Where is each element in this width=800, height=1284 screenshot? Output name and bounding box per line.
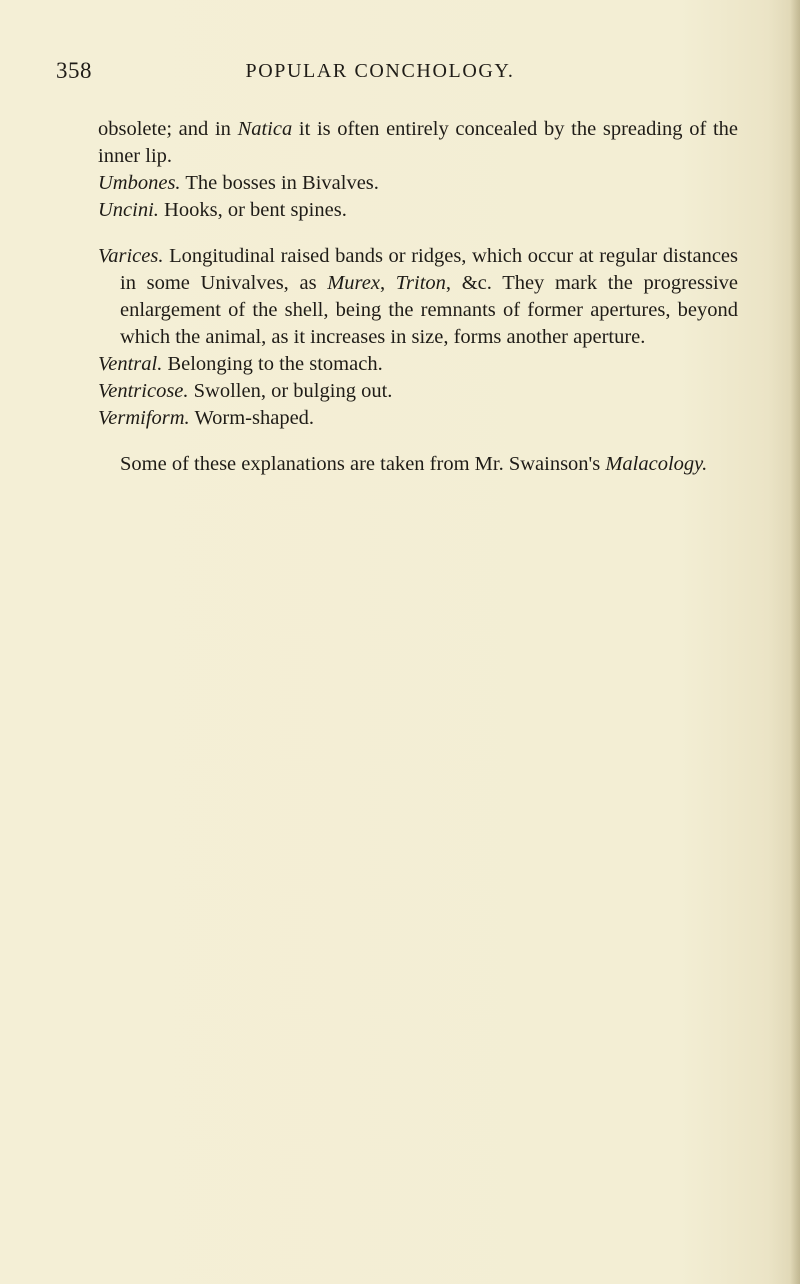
genus-triton: Triton bbox=[395, 272, 446, 294]
entry-term: Ventricose. bbox=[98, 380, 189, 402]
book-title-malacology: Malacology. bbox=[605, 453, 708, 475]
entry-ventral bbox=[98, 351, 738, 378]
genus-murex: Murex bbox=[327, 272, 380, 294]
page-edge-shadow bbox=[790, 0, 800, 1284]
glossary-text bbox=[98, 116, 738, 478]
entry-varices: Varices. Longitudinal raised bands or ridges, which occur at regular distances in some Univalves, as Murex, Triton, &c. They mark the progressive enlargement of the shell, being the remnants of former apertures, beyond which the animal, as it increases in size, forms another aperture. bbox=[98, 245, 738, 348]
page-number: 358 bbox=[56, 58, 92, 83]
entry-term: Varices. bbox=[98, 245, 164, 267]
running-head bbox=[56, 58, 704, 92]
genus-natica: Natica bbox=[237, 118, 293, 140]
running-title: POPULAR CONCHOLOGY. bbox=[245, 60, 515, 82]
entry-term: Uncini. bbox=[98, 199, 159, 221]
entry-ventricose bbox=[98, 378, 738, 405]
continuation-paragraph: obsolete; and in Natica it is often entirely concealed by the spreading of the inner lip. bbox=[98, 118, 738, 167]
paragraph-gap bbox=[98, 224, 738, 243]
entry-definition: Hooks, or bent spines. bbox=[158, 199, 347, 221]
entry-definition: Worm-shaped. bbox=[189, 407, 315, 429]
entry-definition: Belonging to the stomach. bbox=[162, 353, 383, 375]
entry-vermiform bbox=[98, 405, 738, 432]
entry-definition: Swollen, or bulging out. bbox=[188, 380, 393, 402]
entry-term: Vermiform. bbox=[98, 407, 190, 429]
entry-term: Umbones. bbox=[98, 172, 181, 194]
entry-term: Ventral. bbox=[98, 353, 163, 375]
entry-umbones bbox=[98, 170, 738, 197]
paragraph-gap bbox=[98, 432, 738, 451]
entry-definition: Longitudinal raised bands or ridges, which occur at regular distances in some Univalves, as bbox=[120, 245, 738, 294]
closing-paragraph: Some of these explanations are taken from Mr. Swainson's Malacology. bbox=[120, 453, 708, 475]
entry-definition: The bosses in Bivalves. bbox=[180, 172, 379, 194]
entry-uncini bbox=[98, 197, 738, 224]
